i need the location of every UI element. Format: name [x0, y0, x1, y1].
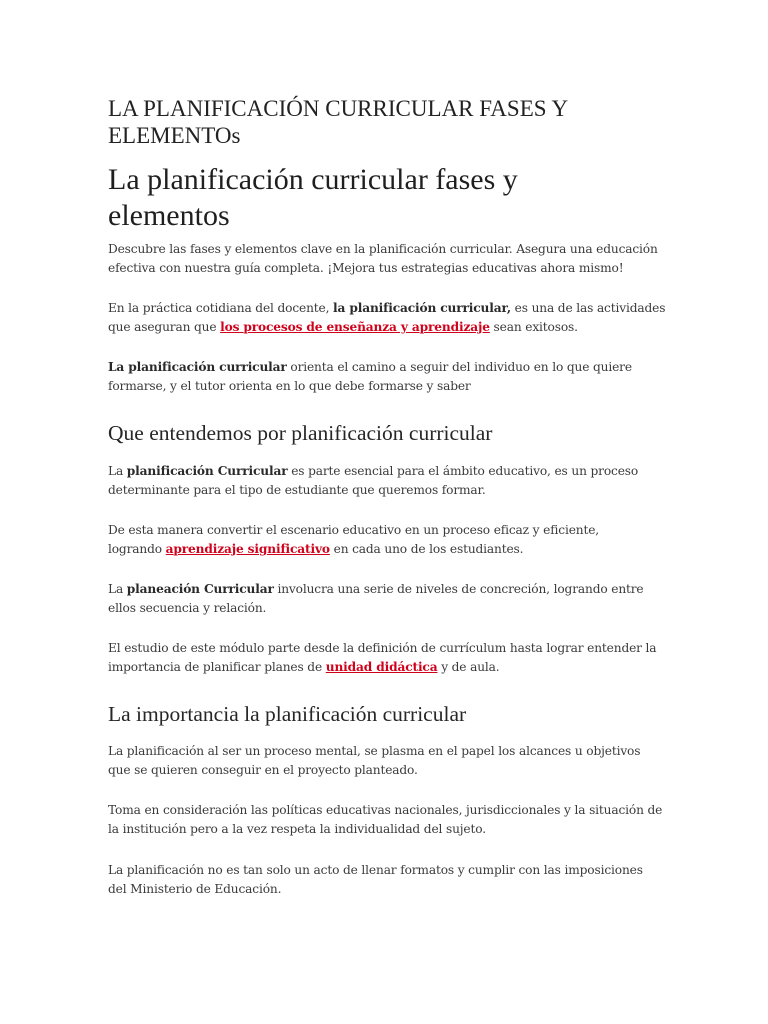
text-segment: que aseguran que [108, 320, 221, 334]
text-segment: La [108, 464, 127, 478]
link-procesos-ensenanza[interactable]: los procesos de enseñanza y aprendizaje [220, 320, 490, 334]
paragraph-line: del Ministerio de Educación. [108, 882, 282, 896]
text-segment: sean exitosos. [489, 320, 578, 334]
document-title-line-2: ELEMENTOs [108, 123, 241, 148]
text-segment: importancia de planificar planes de [108, 660, 326, 674]
main-heading [108, 162, 668, 234]
paragraph-llenar-formatos [108, 861, 668, 899]
paragraph-escenario-educativo [108, 521, 668, 559]
paragraph-line [108, 658, 668, 677]
paragraph-line [108, 540, 668, 559]
paragraph-line: La planificación no es tan solo un acto de llenar formatos y cumplir con las imposiciones [108, 863, 643, 877]
paragraph-planeacion-curricular [108, 580, 668, 618]
paragraph-practica-docente [108, 299, 668, 337]
paragraph-line: que se quieren conseguir en el proyecto planteado. [108, 763, 418, 777]
paragraph-line: determinante para el tipo de estudiante que queremos formar. [108, 483, 486, 497]
paragraph-estudio-modulo [108, 639, 668, 677]
bold-term: La planificación curricular [108, 360, 287, 374]
bold-term: planeación Curricular [126, 582, 274, 596]
paragraph-line [108, 318, 668, 337]
document-title [108, 95, 668, 149]
bold-term: planificación Curricular [126, 464, 288, 478]
link-unidad-didactica[interactable]: unidad didáctica [325, 660, 438, 674]
section-heading-que-entendemos: Que entendemos por planificación curricular [108, 421, 493, 445]
paragraph-parte-esencial [108, 462, 668, 500]
paragraph-politicas-educativas [108, 801, 668, 839]
document-title-line-1: LA PLANIFICACIÓN CURRICULAR FASES Y [108, 96, 569, 121]
text-segment: logrando [108, 542, 166, 556]
intro-paragraph [108, 240, 668, 278]
text-segment: orienta el camino a seguir del individuo en lo que quiere [286, 360, 632, 374]
intro-line-2: efectiva con nuestra guía completa. ¡Mejora tus estrategias educativas ahora mismo! [108, 261, 624, 275]
text-segment: involucra una serie de niveles de concreción, logrando entre [273, 582, 644, 596]
text-segment: y de aula. [437, 660, 500, 674]
paragraph-line: Toma en consideración las políticas educativas nacionales, jurisdiccionales y la situación de [108, 803, 663, 817]
text-segment: En la práctica cotidiana del docente, [108, 301, 334, 315]
section-heading-importancia: La importancia la planificación curricular [108, 702, 467, 726]
text-segment: es una de las actividades [510, 301, 666, 315]
paragraph-line: De esta manera convertir el escenario educativo en un proceso eficaz y eficiente, [108, 523, 600, 537]
intro-line-1: Descubre las fases y elementos clave en la planificación curricular. Asegura una educación [108, 242, 658, 256]
text-segment: La [108, 582, 127, 596]
text-segment: es parte esencial para el ámbito educativo, es un proceso [287, 464, 639, 478]
paragraph-line [108, 580, 668, 599]
paragraph-line [108, 299, 668, 318]
paragraph-line: El estudio de este módulo parte desde la definición de currículum hasta lograr entender la [108, 641, 657, 655]
paragraph-proceso-mental [108, 742, 668, 780]
paragraph-line: formarse, y el tutor orienta en lo que debe formarse y saber [108, 379, 471, 393]
bold-term: la planificación curricular, [333, 301, 511, 315]
main-heading-line-1: La planificación curricular fases y [108, 163, 518, 196]
paragraph-line [108, 358, 668, 377]
paragraph-line: La planificación al ser un proceso mental, se plasma en el papel los alcances u objetivos [108, 744, 641, 758]
paragraph-orienta-camino [108, 358, 668, 396]
paragraph-line [108, 462, 668, 481]
main-heading-line-2: elementos [108, 199, 230, 232]
paragraph-line: ellos secuencia y relación. [108, 601, 267, 615]
link-aprendizaje-significativo[interactable]: aprendizaje significativo [165, 542, 330, 556]
paragraph-line: la institución pero a la vez respeta la individualidad del sujeto. [108, 822, 486, 836]
text-segment: en cada uno de los estudiantes. [329, 542, 524, 556]
